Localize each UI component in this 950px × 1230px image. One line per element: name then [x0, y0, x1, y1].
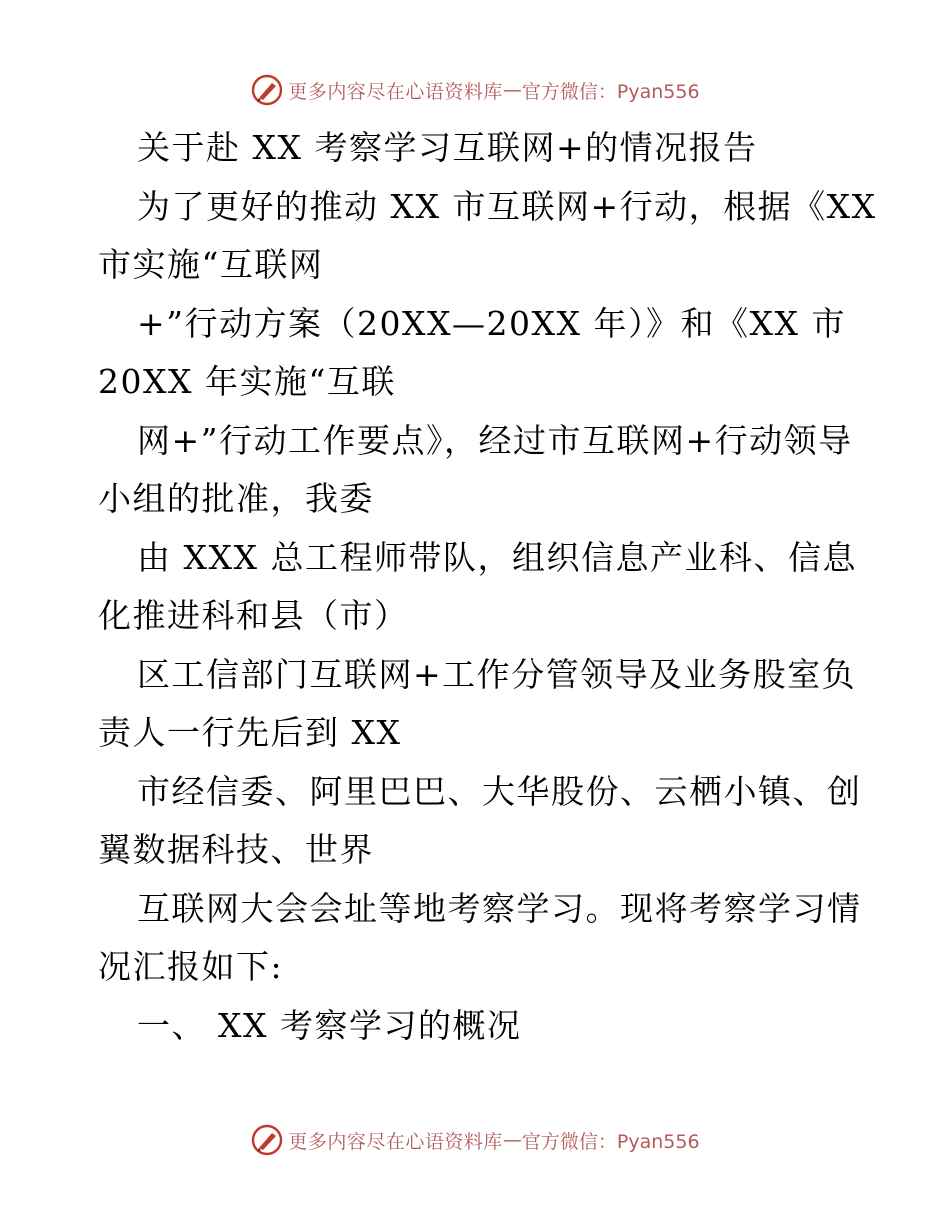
footer-watermark-banner	[0, 1122, 950, 1158]
paragraph-line: 翼数据科技、世界	[98, 830, 374, 869]
paragraph-line: 责人一行先后到 XX	[98, 713, 402, 752]
section-heading: 一、 XX 考察学习的概况	[137, 1006, 522, 1045]
paragraph-line: 20XX 年实施“互联	[98, 362, 396, 401]
paragraph-line: 况汇报如下:	[98, 947, 284, 986]
document-title: 关于赴 XX 考察学习互联网+的情况报告	[137, 128, 758, 167]
paragraph-line: 网+”行动工作要点》，经过市互联网+行动领导	[137, 421, 853, 460]
pen-logo-icon	[250, 1123, 284, 1157]
banner-text: 更多内容尽在心语资料库	[288, 80, 503, 103]
paragraph-line: 小组的批准，我委	[98, 479, 374, 518]
paragraph-line: 市经信委、阿里巴巴、大华股份、云栖小镇、创	[137, 772, 862, 811]
banner-wechat: 官方微信：Pyan556	[521, 1130, 700, 1153]
paragraph-line: 区工信部门互联网+工作分管领导及业务股室负	[137, 655, 857, 694]
paragraph-line: +”行动方案（20XX—20XX 年）》和《XX 市	[137, 304, 846, 343]
banner-wechat: 官方微信：Pyan556	[521, 80, 700, 103]
paragraph-line: 互联网大会会址等地考察学习。现将考察学习情	[137, 889, 862, 928]
paragraph-line: 市实施“互联网	[98, 245, 324, 284]
paragraph-line: 化推进科和县（市）	[98, 596, 409, 635]
banner-text: 更多内容尽在心语资料库	[288, 1130, 503, 1153]
banner-separator: —	[502, 1129, 522, 1151]
banner-separator: —	[502, 79, 522, 101]
paragraph-line: 由 XXX 总工程师带队，组织信息产业科、信息	[137, 538, 857, 577]
paragraph-line: 为了更好的推动 XX 市互联网+行动，根据《XX	[137, 187, 877, 226]
